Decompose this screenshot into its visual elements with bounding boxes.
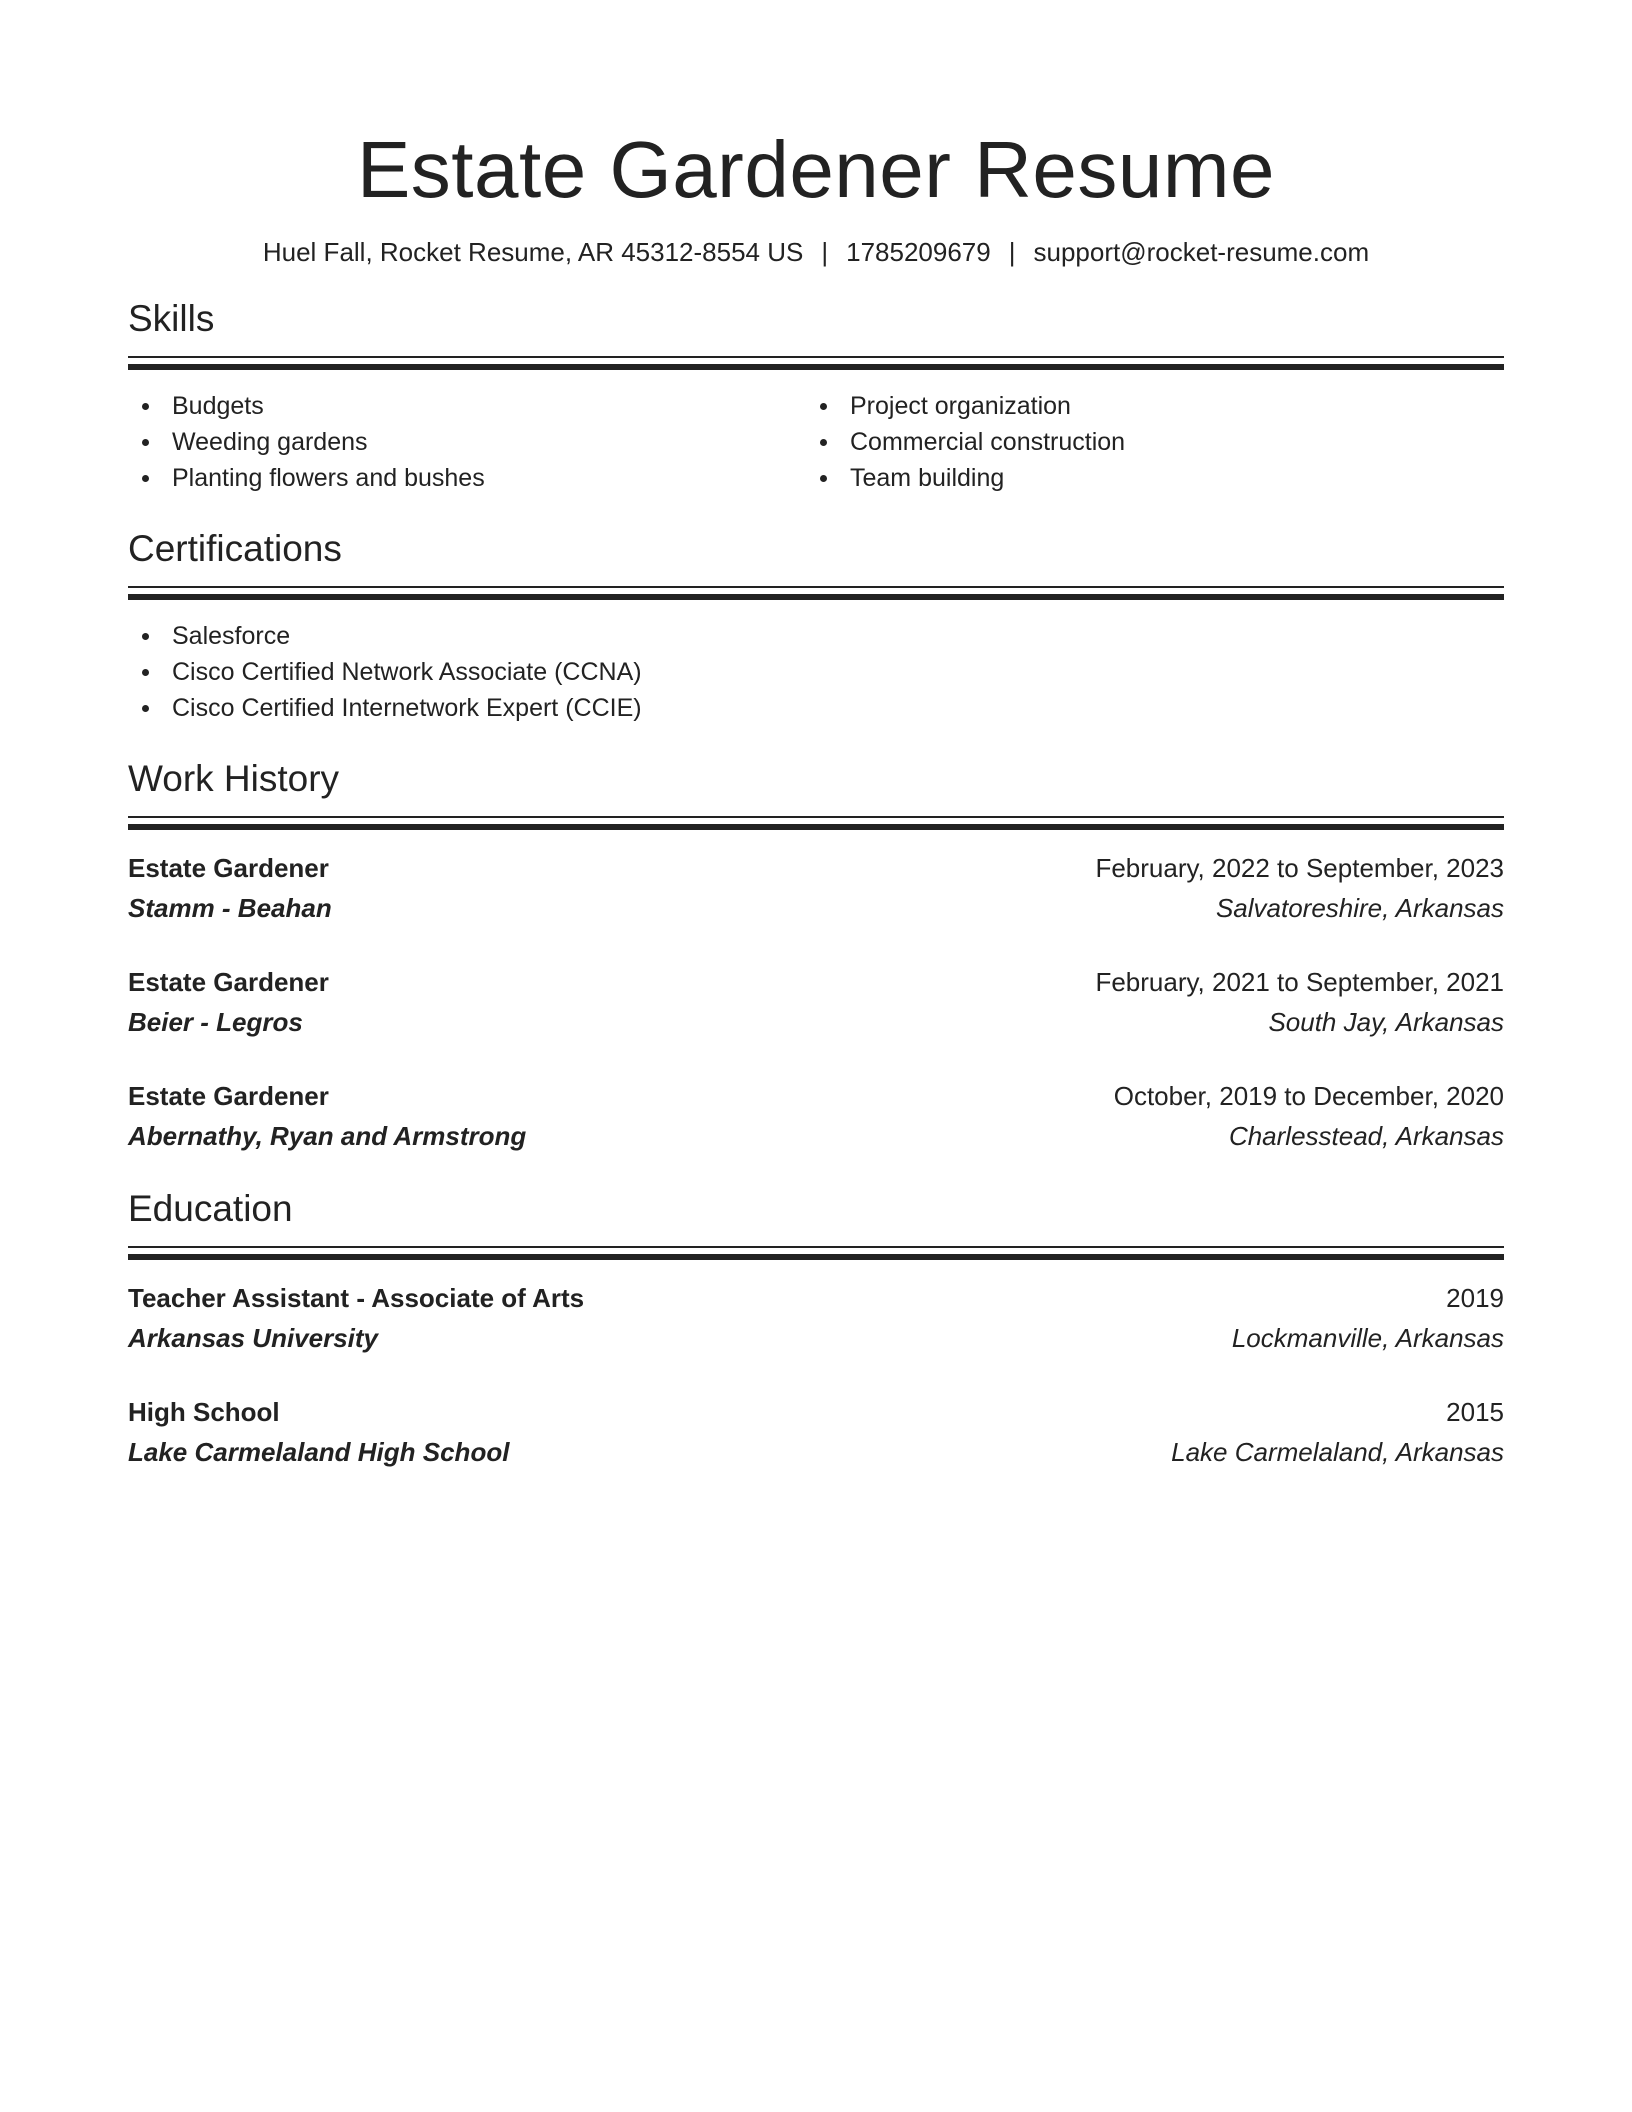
contact-phone: 1785209679 [846,237,991,267]
skills-list-left [128,388,806,496]
resume-page [128,0,1504,1472]
education-school: Lake Carmelaland High School [128,1437,510,1467]
contact-separator: | [821,237,829,267]
bullet-icon [142,403,149,410]
job-location: Charlesstead, Arkansas [1228,1121,1504,1151]
bullet-icon [142,475,149,482]
certification-item [128,690,1504,726]
bullet-icon [820,475,827,482]
job-header-row [128,962,1504,1002]
job-company: Abernathy, Ryan and Armstrong [128,1121,527,1151]
job-title: Estate Gardener [128,853,329,883]
job-entry [128,962,1504,1042]
skill-item [128,424,806,460]
education-entry [128,1278,1504,1358]
education-header-row [128,1278,1504,1318]
education-detail-row [128,1318,1504,1358]
bullet-icon [142,633,149,640]
skill-label: Team building [850,464,1005,492]
job-entry [128,1076,1504,1156]
skills-list-right [806,388,1484,496]
bullet-icon [820,403,827,410]
certification-label: Cisco Certified Internetwork Expert (CCIE) [172,694,642,722]
contact-line [128,232,1504,272]
section-divider [128,1246,1504,1248]
job-header-row [128,848,1504,888]
work-history-section [128,756,1504,1156]
section-divider [128,356,1504,358]
bullet-icon [142,669,149,676]
bullet-icon [142,439,149,446]
job-entry [128,848,1504,928]
job-dates: October, 2019 to December, 2020 [1113,1081,1504,1111]
certification-label: Cisco Certified Network Associate (CCNA) [172,658,642,686]
education-heading: Education [128,1188,293,1229]
job-detail-row [128,1116,1504,1156]
certification-item [128,654,1504,690]
section-divider-thick [128,1254,1504,1260]
section-divider-thick [128,364,1504,370]
job-location: Salvatoreshire, Arkansas [1215,893,1504,923]
job-title: Estate Gardener [128,967,329,997]
skills-columns [128,388,1504,496]
job-dates: February, 2021 to September, 2021 [1095,967,1504,997]
section-divider-thick [128,594,1504,600]
job-company: Beier - Legros [128,1007,303,1037]
skill-item [806,460,1484,496]
section-divider [128,586,1504,588]
education-location: Lake Carmelaland, Arkansas [1171,1437,1504,1467]
bullet-icon [142,705,149,712]
education-degree: High School [128,1397,280,1427]
bullet-icon [820,439,827,446]
education-location: Lockmanville, Arkansas [1231,1323,1504,1353]
certification-item [128,618,1504,654]
skill-item [128,460,806,496]
section-divider [128,816,1504,818]
job-location: South Jay, Arkansas [1268,1007,1504,1037]
skill-item [128,388,806,424]
certification-label: Salesforce [172,622,291,650]
skill-label: Weeding gardens [172,428,368,456]
education-year: 2015 [1446,1397,1504,1427]
education-section [128,1186,1504,1472]
education-header-row [128,1392,1504,1432]
resume-title: Estate Gardener Resume [356,125,1276,214]
skill-item [806,424,1484,460]
contact-address: Huel Fall, Rocket Resume, AR 45312-8554 US [262,237,804,267]
job-company: Stamm - Beahan [128,893,332,923]
skill-item [806,388,1484,424]
contact-separator: | [1008,237,1016,267]
contact-email[interactable]: support@rocket-resume.com [1033,237,1370,267]
job-title: Estate Gardener [128,1081,329,1111]
skill-label: Budgets [172,392,264,420]
education-degree: Teacher Assistant - Associate of Arts [128,1283,585,1313]
education-entry [128,1392,1504,1472]
job-dates: February, 2022 to September, 2023 [1095,853,1504,883]
certifications-list [128,618,1504,726]
job-header-row [128,1076,1504,1116]
education-year: 2019 [1446,1283,1504,1313]
education-detail-row [128,1432,1504,1472]
job-detail-row [128,1002,1504,1042]
job-detail-row [128,888,1504,928]
work-history-heading: Work History [128,758,340,799]
certifications-section [128,526,1504,726]
skill-label: Project organization [850,392,1071,420]
education-school: Arkansas University [128,1323,379,1353]
skills-heading: Skills [128,298,215,339]
certifications-heading: Certifications [128,528,342,569]
skill-label: Planting flowers and bushes [172,464,485,492]
section-divider-thick [128,824,1504,830]
skill-label: Commercial construction [850,428,1126,456]
skills-section [128,296,1504,496]
